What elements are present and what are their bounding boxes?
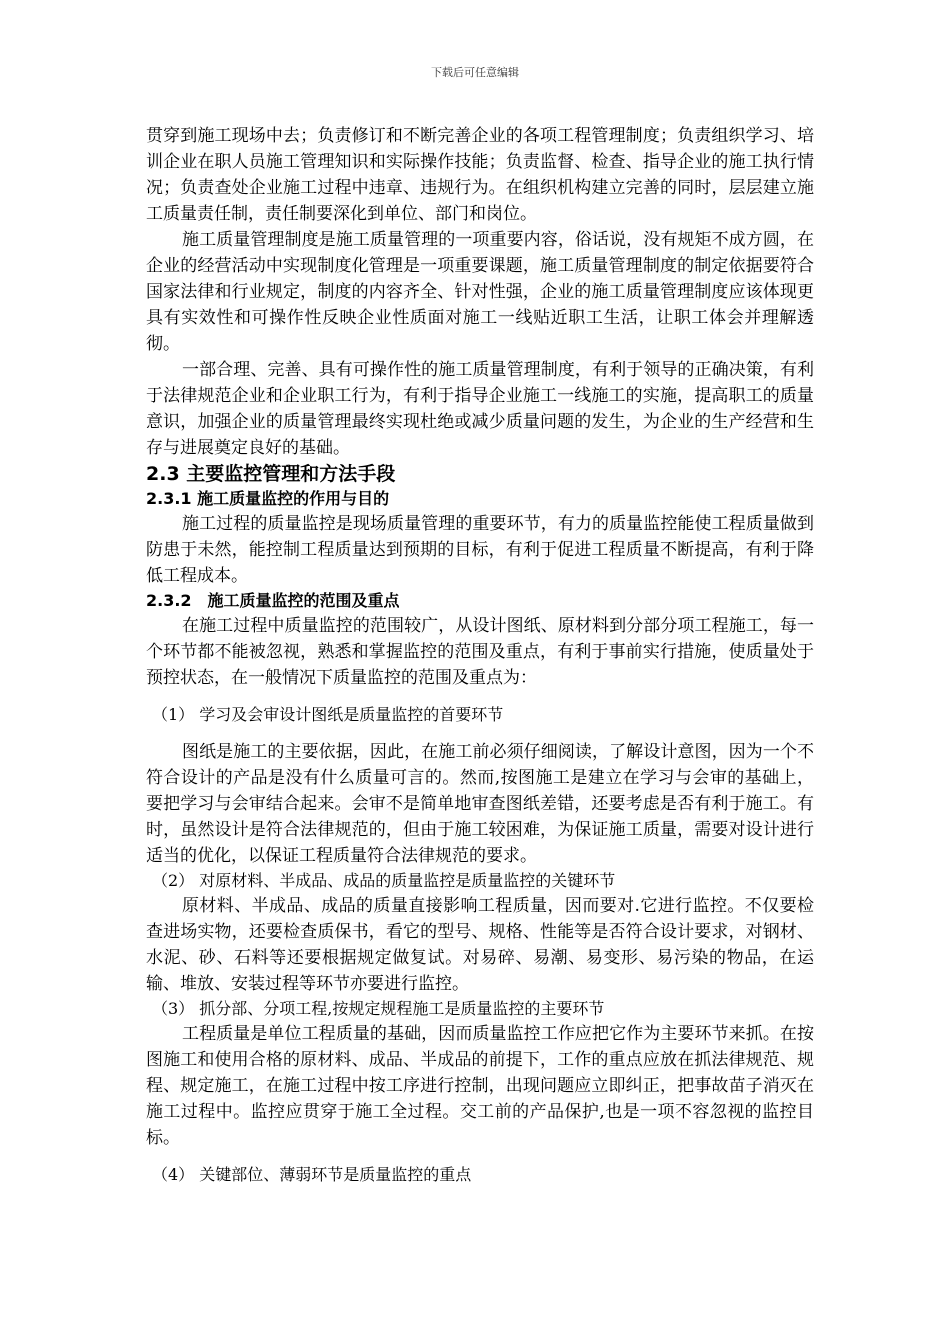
- subsection-heading-2-3-2: 2.3.2 施工质量监控的范围及重点: [146, 591, 400, 610]
- list-item-3: （3） 抓分部、分项工程,按规定规程施工是质量监控的主要环节: [152, 999, 605, 1018]
- paragraph-materials: 原材料、半成品、成品的质量直接影响工程质量，因而要对.它进行监控。不仅要检查进场实物，还要检查质保书，看它的型号、规格、性能等是否符合设计要求，对钢材、水泥、砂、石料等还要根据规定做复试。对易碎、易潮、易变形、易污染的物品，在运输、堆放、安装过程等环节亦要进行监控。: [146, 896, 814, 994]
- list-item-4: （4） 关键部位、薄弱环节是质量监控的重点: [152, 1165, 472, 1184]
- list-item-1: （1） 学习及会审设计图纸是质量监控的首要环节: [152, 705, 504, 724]
- paragraph-monitoring-purpose: 施工过程的质量监控是现场质量管理的重要环节，有力的质量监控能使工程质量做到防患于未然，能控制工程质量达到预期的目标，有利于促进工程质量不断提高，有利于降低工程成本。: [146, 514, 814, 586]
- paragraph-drawings: 图纸是施工的主要依据，因此，在施工前必须仔细阅读，了解设计意图，因为一个不符合设计的产品是没有什么质量可言的。然而,按图施工是建立在学习与会审的基础上，要把学习与会审结合起来。会审不是简单地审查图纸差错，还要考虑是否有利于施工。有时，虽然设计是符合法律规范的，但由于施工较困难，为保证施工质量，需要对设计进行适当的优化，以保证工程质量符合法律规范的要求。: [146, 742, 814, 866]
- section-heading-2-3: 2.3 主要监控管理和方法手段: [146, 463, 396, 485]
- paragraph-monitoring-scope: 在施工过程中质量监控的范围较广，从设计图纸、原材料到分部分项工程施工，每一个环节都不能被忽视，熟悉和掌握监控的范围及重点，有利于事前实行措施，使质量处于预控状态，在一般情况下质量监控的范围及重点为：: [146, 616, 814, 688]
- paragraph-management-system: 施工质量管理制度是施工质量管理的一项重要内容，俗话说，没有规矩不成方圆，在企业的经营活动中实现制度化管理是一项重要课题，施工质量管理制度的制定依据要符合国家法律和行业规定，制度的内容齐全、针对性强，企业的施工质量管理制度应该体现更具有实效性和可操作性反映企业性质面对施工一线贴近职工生活，让职工体会并理解透彻。: [146, 230, 814, 354]
- document-body: [146, 123, 814, 1187]
- page-header: 下载后可任意编辑: [431, 66, 519, 79]
- paragraph-system-benefits: 一部合理、完善、具有可操作性的施工质量管理制度，有利于领导的正确决策，有利于法律规范企业和企业职工行为，有利于指导企业施工一线施工的实施，提高职工的质量意识，加强企业的质量管理最终实现杜绝或减少质量问题的发生，为企业的生产经营和生存与进展奠定良好的基础。: [146, 360, 814, 458]
- subsection-heading-2-3-1: 2.3.1 施工质量监控的作用与目的: [146, 489, 390, 508]
- list-item-2: （2） 对原材料、半成品、成品的质量监控是质量监控的关键环节: [152, 871, 616, 890]
- paragraph-construction: 工程质量是单位工程质量的基础，因而质量监控工作应把它作为主要环节来抓。在按图施工和使用合格的原材料、成品、半成品的前提下，工作的重点应放在抓法律规范、规程、规定施工，在施工过程中按工序进行控制，出现问题应立即纠正，把事故苗子消灭在施工过程中。监控应贯穿于施工全过程。交工前的产品保护,也是一项不容忽视的监控目标。: [146, 1024, 814, 1148]
- paragraph-responsibilities: 贯穿到施工现场中去；负责修订和不断完善企业的各项工程管理制度；负责组织学习、培训企业在职人员施工管理知识和实际操作技能；负责监督、检查、指导企业的施工执行情况；负责查处企业施工过程中违章、违规行为。在组织机构建立完善的同时，层层建立施工质量责任制，责任制要深化到单位、部门和岗位。: [146, 126, 814, 224]
